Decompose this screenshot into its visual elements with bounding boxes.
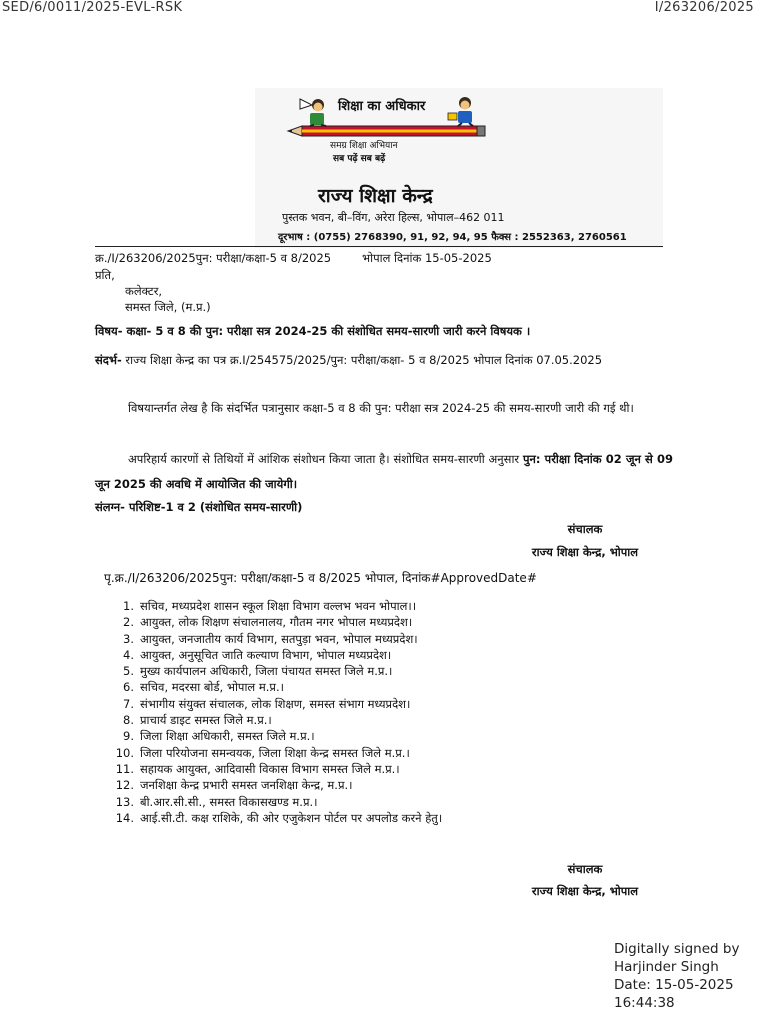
list-item: 9. जिला शिक्षा अधिकारी, समस्त जिले म.प्र.। [123,729,315,744]
list-item: 14. आई.सी.टी. कक्ष राशिके, की ओर एजुकेशन पोर्टल पर अपलोड करने हेतु। [115,810,443,825]
list-item: 8. प्राचार्य डाइट समस्त जिले म.प्र.। [123,713,272,728]
digital-signature-line-1: Digitally signed by [614,941,740,957]
body-paragraph-1 [95,396,673,421]
letter-reference-number: क्र./I/263206/2025पुन: परीक्षा/कक्षा-5 व 8/2025 [95,251,332,265]
body-paragraph-2 [95,447,673,497]
list-item: 12. जनशिक्षा केन्द्र प्रभारी समस्त जनशिक्षा केन्द्र, म.प्र.। [115,778,353,793]
list-item: 6. सचिव, मदरसा बोर्ड, भोपाल म.प्र.। [123,680,284,695]
logo-title: शिक्षा का अधिकार [338,99,426,114]
logo-subtitle: समग्र शिक्षा अभियान [330,141,398,151]
list-item: 10. जिला परियोजना समन्वयक, जिला शिक्षा केन्द्र समस्त जिले म.प्र.। [115,745,410,760]
endorsement-signatory-title: संचालक [567,862,603,876]
recipient-prati: प्रति, [95,268,115,282]
subject-line [95,324,530,339]
enclosure-line: संलग्न- परिशिष्ट-1 व 2 (संशोधित समय-सारणी) [95,500,303,514]
signatory-title: संचालक [567,522,603,536]
body-paragraph-2-text: अपरिहार्य कारणों से तिथियों में आंशिक संशोधन किया जाता है। संशोधित समय-सारणी अनुसार [128,452,520,466]
digital-signature-date: Date: 15-05-2025 [614,977,734,993]
subject-label: विषय- [95,324,123,338]
recipient-line-2: समस्त जिले, (म.प्र.) [125,300,211,314]
list-item: 1. सचिव, मध्यप्रदेश शासन स्कूल शिक्षा विभाग वल्लभ भवन भोपाल।। [123,599,417,613]
digital-signature-name: Harjinder Singh [614,959,719,975]
digital-signature-block [614,940,739,1012]
reference-label: संदर्भ- [95,353,122,367]
list-item: 7. संभागीय संयुक्त संचालक, लोक शिक्षण, समस्त संभाग मध्यप्रदेश। [123,696,411,711]
list-item: 3. आयुक्त, जनजातीय कार्य विभाग, सतपुड़ा भवन, भोपाल मध्यप्रदेश। [123,631,418,646]
organization-name: राज्य शिक्षा केन्द्र [318,185,433,207]
body-paragraph-1-text: विषयान्तर्गत लेख है कि संदर्भित पत्रानुसार कक्षा-5 व 8 की पुन: परीक्षा सत्र 2024-25 की समय-सारणी जारी की गई थी। [128,401,634,415]
file-reference-left: SED/6/0011/2025-EVL-RSK [2,0,183,15]
letter-date: भोपाल दिनांक 15-05-2025 [362,251,492,265]
organization-phone: दूरभाष : (0755) 2768390, 91, 92, 94, 95 फैक्स : 2552363, 2760561 [278,232,627,243]
list-item: 4. आयुक्त, अनुसूचित जाति कल्याण विभाग, भोपाल मध्यप्रदेश। [123,647,392,662]
distribution-list [108,598,442,826]
letterhead-divider [95,246,663,247]
list-item: 11. सहायक आयुक्त, आदिवासी विकास विभाग समस्त जिले म.प्र.। [115,761,400,776]
endorsement-signatory-organization: राज्य शिक्षा केन्द्र, भोपाल [531,884,639,898]
digital-signature-time: 16:44:38 [614,995,675,1011]
list-item: 5. मुख्य कार्यपालन अधिकारी, जिला पंचायत समस्त जिले म.प्र.। [123,664,393,679]
body-paragraph-2-highlight: पुन: परीक्षा दिनांक 02 जून से 09 जून 2025 की अवधि में आयोजित की जायेगी। [95,452,674,491]
endorsement-reference: पृ.क्र./I/263206/2025पुन: परीक्षा/कक्षा-5 व 8/2025 भोपाल, दिनांक#ApprovedDate# [104,571,537,585]
subject-text: कक्षा- 5 व 8 की पुन: परीक्षा सत्र 2024-25 की संशोधित समय-सारणी जारी करने विषयक । [126,324,531,338]
list-item: 2. आयुक्त, लोक शिक्षण संचालनालय, गौतम नगर भोपाल मध्यप्रदेश। [123,615,413,630]
file-reference-right: I/263206/2025 [654,0,754,15]
recipient-line-1: कलेक्टर, [125,284,163,298]
logo-tagline: सब पढ़ें सब बढ़ें [333,154,386,164]
list-item: 13. बी.आर.सी.सी., समस्त विकासखण्ड म.प्र.। [115,794,318,809]
organization-address: पुस्तक भवन, बी–विंग, अरेरा हिल्स, भोपाल–462 011 [282,211,505,224]
signatory-organization: राज्य शिक्षा केन्द्र, भोपाल [531,545,639,559]
reference-line [95,353,602,368]
reference-text: राज्य शिक्षा केन्द्र का पत्र क्र.I/254575/2025/पुन: परीक्षा/कक्षा- 5 व 8/2025 भोपाल दिनांक 07.05.2025 [125,353,603,367]
